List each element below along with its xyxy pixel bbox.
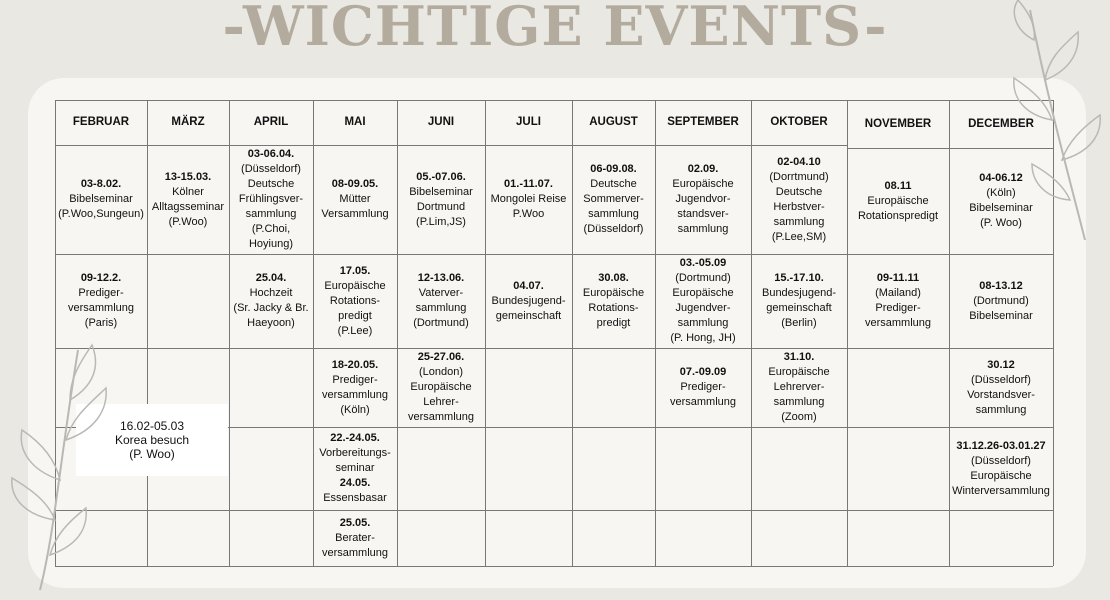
- event-text: Bibelseminar: [69, 193, 133, 205]
- event-text: sammlung: [677, 223, 729, 235]
- event-text: predigt: [338, 309, 372, 322]
- event-text: Dortmund: [416, 200, 466, 213]
- event-text: Europäische: [768, 366, 830, 378]
- event-text: sammlung: [677, 317, 729, 329]
- event-cell: [572, 145, 655, 254]
- month-header: SEPTEMBER: [667, 116, 739, 128]
- event-text: Herbstver-: [773, 200, 825, 213]
- event-text: versammlung: [864, 317, 932, 329]
- event-text: Haeyoon): [247, 317, 295, 329]
- event-text: (Berlin): [781, 317, 817, 329]
- month-header: JUNI: [427, 116, 455, 128]
- event-text: (Düsseldorf): [583, 223, 644, 235]
- event-cell: [655, 145, 751, 254]
- event-cell: [147, 145, 229, 254]
- event-cell: [313, 145, 397, 254]
- event-text: (Dorrtmund): [769, 170, 829, 183]
- event-text: (Zoom): [781, 411, 817, 423]
- event-text: (P. Hong, JH): [670, 332, 736, 344]
- event-text: P.Woo: [512, 208, 545, 220]
- event-text: Sommerver-: [583, 193, 644, 205]
- event-text: Vaterver-: [418, 287, 464, 299]
- event-date: 25.04.: [255, 272, 287, 284]
- event-text: (P. Woo): [980, 217, 1022, 229]
- event-text: gemeinschaft: [495, 309, 562, 322]
- month-header: AUGUST: [589, 116, 638, 128]
- event-cell: [655, 254, 751, 348]
- event-text: (P.Choi,: [251, 223, 291, 235]
- event-text: sammlung: [773, 396, 825, 408]
- event-text: Prediger-: [875, 302, 921, 314]
- event-text: predigt: [596, 317, 631, 329]
- event-text: (Dortmund): [675, 272, 731, 284]
- event-text: Vorstandsver-: [967, 388, 1035, 401]
- event-text: Jugendvor-: [675, 193, 731, 205]
- event-text: (Düsseldorf): [971, 373, 1031, 386]
- event-text: Prediger-: [332, 373, 378, 386]
- event-text: (P.Woo,Sungeun): [58, 208, 144, 220]
- event-cell: [229, 254, 313, 348]
- event-text: Bibelseminar: [969, 309, 1033, 322]
- event-date: 25-27.06.: [417, 351, 465, 363]
- event-text: (Köln): [986, 187, 1016, 199]
- event-text: seminar: [335, 462, 375, 474]
- event-date: 30.12: [987, 358, 1015, 371]
- event-date: 25.05.: [339, 516, 371, 529]
- event-text: Hoyiung): [248, 238, 294, 250]
- event-text: Europäische: [410, 381, 472, 393]
- event-date: 31.10.: [783, 351, 815, 363]
- event-text: (P.Lim,JS): [416, 215, 466, 228]
- event-date: 17.05.: [339, 264, 371, 277]
- event-cell: [751, 254, 847, 348]
- event-text: Essensbasar: [323, 492, 387, 504]
- event-text: Rotations-: [329, 294, 381, 307]
- event-cell: [485, 145, 572, 254]
- event-cell: [949, 348, 1053, 427]
- event-date: 03-8.02.: [80, 178, 122, 190]
- event-cell: [655, 348, 751, 427]
- table-grid-line: [847, 510, 1053, 511]
- event-cell: [229, 145, 313, 254]
- event-date: 04-06.12: [979, 172, 1023, 184]
- month-header: APRIL: [253, 116, 289, 128]
- event-date: 04.07.: [513, 279, 544, 292]
- event-text: (Düsseldorf): [971, 454, 1031, 467]
- event-text: Frühlingsver-: [238, 193, 304, 205]
- event-date: 05.-07.06.: [416, 170, 466, 183]
- event-date: 09-11.11: [876, 272, 920, 284]
- event-cell: [313, 510, 397, 566]
- event-date: 02.09.: [687, 163, 719, 175]
- event-text: Bundesjugend-: [761, 287, 836, 299]
- event-text: sammlung: [975, 403, 1027, 416]
- event-date: 22.-24.05.: [330, 432, 380, 444]
- event-text: Mütter: [339, 193, 371, 205]
- event-date: 18-20.05.: [331, 358, 379, 371]
- event-cell: [751, 145, 847, 254]
- event-text: Lehrer-: [423, 396, 459, 408]
- event-text: Bundesjugend-: [491, 294, 566, 307]
- event-text: Deutsche: [590, 178, 637, 190]
- event-date: 13-15.03.: [164, 170, 212, 183]
- event-cell: [313, 348, 397, 427]
- event-text: versammlung: [669, 396, 737, 408]
- event-date: 09-12.2.: [80, 272, 122, 284]
- event-text: versammlung: [321, 388, 389, 401]
- event-text: (Düsseldorf): [241, 163, 301, 175]
- event-date: 12-13.06.: [417, 272, 465, 284]
- korea-visit-dates: 16.02-05.03: [119, 419, 185, 433]
- event-date: 15.-17.10.: [774, 272, 824, 284]
- event-text: sammlung: [588, 208, 639, 220]
- month-header: FEBRUAR: [72, 116, 130, 128]
- event-cell: [55, 145, 147, 254]
- month-header: MÄRZ: [171, 116, 205, 128]
- event-text: Lehrerver-: [773, 381, 825, 393]
- event-text: Bibelseminar: [969, 202, 1033, 214]
- event-text: (P.Lee): [337, 324, 373, 337]
- event-text: (Sr. Jacky & Br.: [233, 302, 309, 314]
- event-text: versammlung: [67, 302, 135, 314]
- event-cell: [397, 348, 485, 427]
- event-cell: [847, 254, 949, 348]
- event-text: Deutsche: [775, 185, 823, 198]
- event-date: 02-04.10: [777, 155, 821, 168]
- event-text: (Köln): [340, 403, 370, 416]
- leaf-branch-left-decoration: [0, 330, 120, 600]
- event-text: sammlung: [415, 302, 467, 314]
- event-text: (P.Lee,SM): [771, 230, 827, 243]
- event-text: Alltagsseminar: [151, 200, 225, 213]
- event-text: Mongolei Reise: [490, 193, 567, 205]
- event-text: (London): [418, 366, 464, 378]
- event-text: Versammlung: [321, 208, 389, 220]
- month-header: JULI: [516, 116, 541, 128]
- event-text: (P.Woo): [168, 215, 208, 228]
- event-date: 06-09.08.: [590, 163, 637, 175]
- event-cell: [313, 427, 397, 510]
- event-text: sammlung: [773, 215, 825, 228]
- event-text: Europäische: [672, 287, 734, 299]
- event-date: 08-09.05.: [331, 178, 379, 190]
- event-text: Kölner: [172, 185, 204, 198]
- event-text: Jugendver-: [675, 302, 731, 314]
- event-text: Hochzeit: [249, 287, 293, 299]
- event-text: Europäische: [324, 279, 386, 292]
- event-text: Deutsche: [247, 178, 295, 190]
- event-cell: [572, 254, 655, 348]
- event-cell: [847, 148, 949, 254]
- table-grid-line: [55, 510, 847, 511]
- event-text: Rotationspredigt: [857, 209, 939, 222]
- event-text: (Dortmund): [413, 317, 469, 329]
- event-cell: [751, 348, 847, 427]
- month-header: MAI: [344, 116, 366, 128]
- event-cell: [485, 254, 572, 348]
- event-text: versammlung: [407, 411, 475, 423]
- event-text: (Dortmund): [973, 294, 1029, 307]
- page-title: -WICHTIGE EVENTS-: [222, 0, 888, 58]
- event-text: versammlung: [321, 546, 389, 559]
- event-text: Europäische: [672, 178, 734, 190]
- event-text: Vorbereitungs-: [319, 447, 391, 459]
- event-text: Berater-: [335, 531, 375, 544]
- table-grid-line: [847, 566, 1053, 567]
- event-text: Bibelseminar: [409, 185, 473, 198]
- event-text: standsver-: [677, 208, 729, 220]
- event-date: 03-06.04.: [247, 148, 295, 160]
- event-cell: [949, 427, 1053, 510]
- event-date: 24.05.: [339, 477, 371, 489]
- event-text: Europäische: [867, 194, 929, 207]
- event-text: sammlung: [245, 208, 297, 220]
- leaf-branch-right-decoration: [990, 0, 1110, 240]
- event-date: 07.-09.09: [679, 366, 727, 378]
- event-cell: [397, 145, 485, 254]
- event-text: Europäische: [582, 287, 645, 299]
- event-text: Europäische: [970, 469, 1032, 482]
- event-text: Prediger-: [680, 381, 726, 393]
- month-header: OKTOBER: [770, 116, 828, 128]
- event-cell: [397, 254, 485, 348]
- event-text: Prediger-: [78, 287, 124, 299]
- event-date: 31.12.26-03.01.27: [956, 439, 1046, 452]
- event-text: (Paris): [84, 317, 118, 329]
- korea-visit-person: (P. Woo): [129, 447, 175, 461]
- event-date: 08-13.12: [979, 279, 1023, 292]
- event-text: gemeinschaft: [766, 302, 832, 314]
- event-text: Winterversammlung: [952, 484, 1050, 497]
- event-date: 03.-05.09: [679, 257, 727, 269]
- korea-visit-text: Korea besuch: [114, 433, 190, 447]
- event-cell: [949, 254, 1053, 348]
- event-date: 01.-11.07.: [504, 178, 553, 190]
- event-date: 08.11: [884, 179, 912, 192]
- month-header: DECEMBER: [968, 117, 1034, 130]
- month-header: NOVEMBER: [864, 117, 932, 130]
- table-grid-line: [55, 566, 847, 567]
- event-cell: [313, 254, 397, 348]
- event-text: Rotations-: [588, 302, 639, 314]
- event-text: (Mailand): [875, 287, 921, 299]
- event-date: 30.08.: [598, 272, 629, 284]
